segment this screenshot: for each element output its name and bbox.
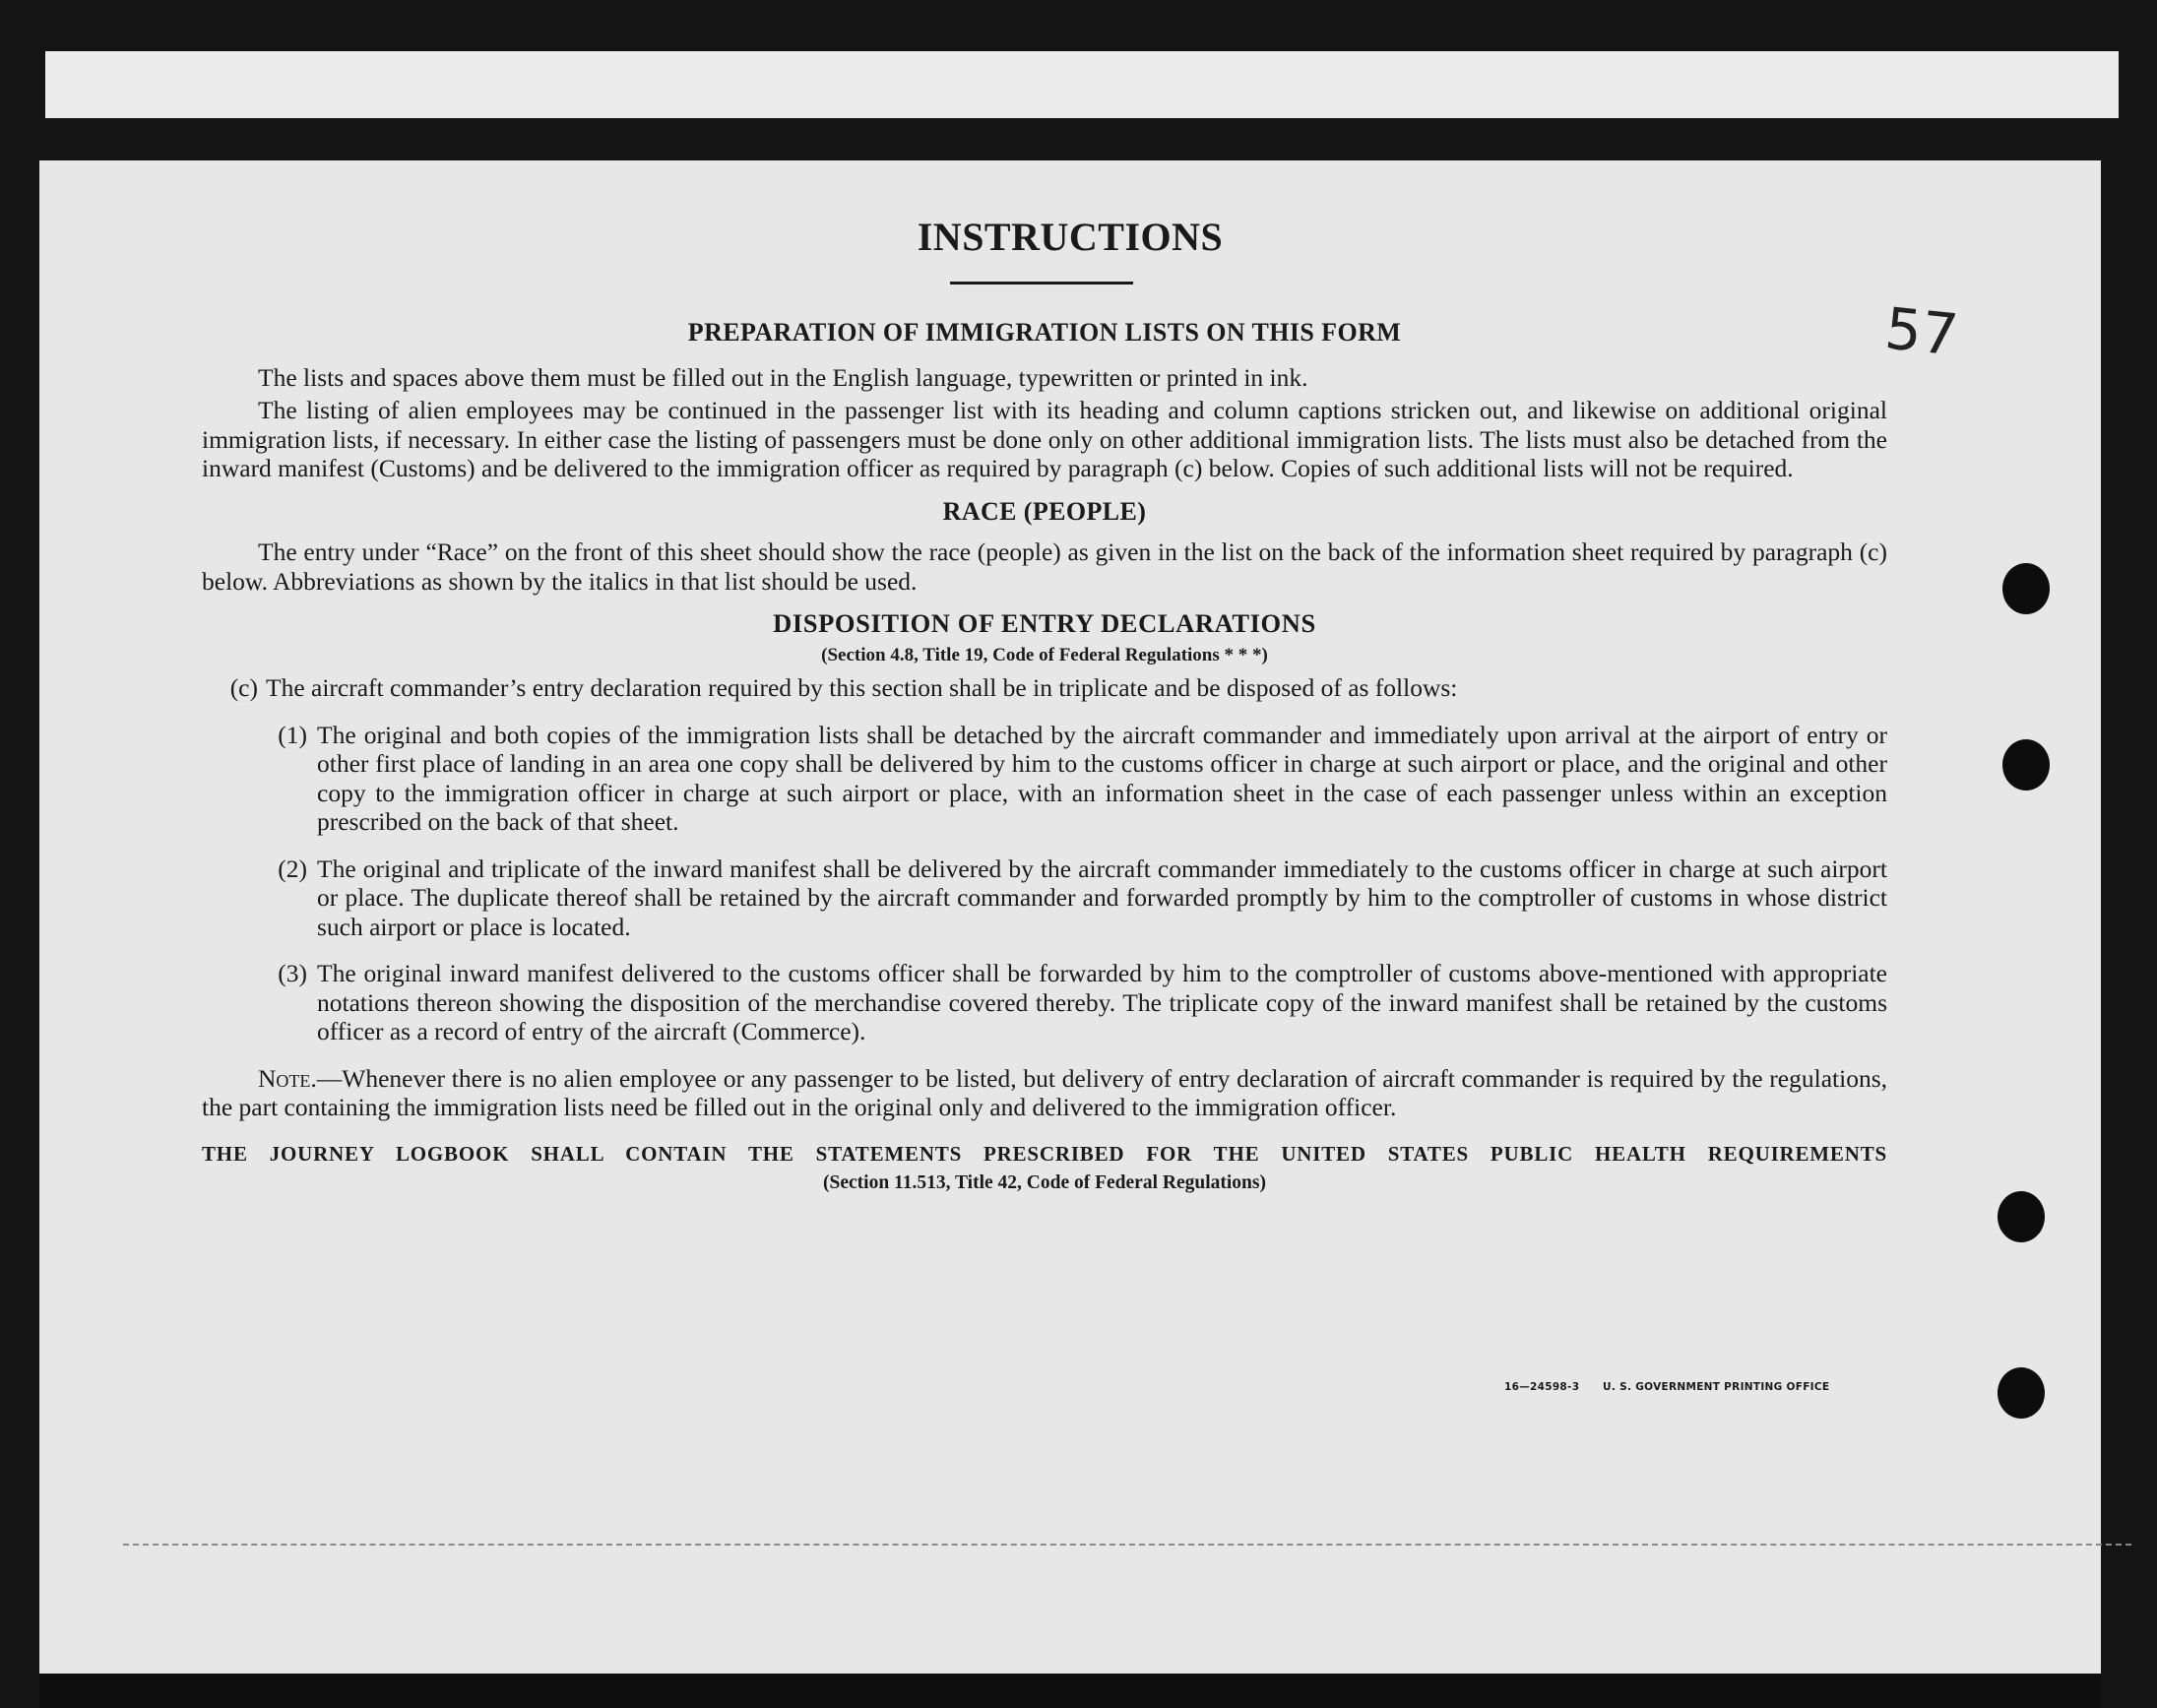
item-number: (3) [278,959,307,987]
punch-hole [1998,1367,2045,1419]
note-text: —Whenever there is no alien employee or any passenger to be listed, but delivery of entry declaration of aircraft commander is required by the regulations, the part containing the immigration lists need be filled out in the original only and delivered to the immigration officer. [202,1063,1887,1121]
logbook-citation: (Section 11.513, Title 42, Code of Federal Regulations) [823,1172,1266,1193]
perforation-line [123,1544,2131,1546]
punch-hole [2002,563,2050,614]
list-item [202,721,1887,837]
list-item [202,959,1887,1046]
disposition-intro [202,673,1887,703]
intro-label: (c) [229,673,258,702]
handwritten-mark: 57 [1881,294,1962,369]
document-page [39,160,2101,1691]
item-number: (1) [278,720,307,749]
item-text: The original and triplicate of the inward manifest shall be delivered by the aircraft commander immediately to the customs officer in charge at such airport or place. The duplicate thereof shall be retained by the aircraft commander and forwarded promptly by him to the comptroller of customs in whose district such airport or place is located. [317,854,1887,941]
list-item [202,854,1887,942]
page-title: INSTRUCTIONS [917,215,1224,259]
logbook-requirement: THE JOURNEY LOGBOOK SHALL CONTAIN THE STATEMENTS PRESCRIBED FOR THE UNITED STATES PUBLIC HEALTH REQUIREMENTS [202,1141,1887,1166]
preparation-paragraph-1: The lists and spaces above them must be filled out in the English language, typewritten or printed in ink. [258,362,1308,392]
item-text: The original and both copies of the immigration lists shall be detached by the aircraft commander and immediately upon arrival at the airport of entry or other first place of landing in an area one copy shall be delivered by him to the customs officer in charge at such airport or place, and the original and other copy to the immigration officer in charge at such airport or place, with an information sheet in the case of each passenger unless within an exception prescribed on the back of that sheet. [317,720,1887,836]
scan-border [39,1674,2101,1708]
race-heading: RACE (PEOPLE) [942,496,1147,526]
printer-name: U. S. GOVERNMENT PRINTING OFFICE [1603,1381,1830,1393]
top-paper-strip [45,51,2119,118]
printer-imprint [1504,1381,1829,1393]
form-number: 16—24598-3 [1504,1381,1580,1393]
item-number: (2) [278,854,307,883]
note-label: Note. [258,1063,317,1093]
preparation-heading: PREPARATION OF IMMIGRATION LISTS ON THIS FORM [687,318,1402,347]
punch-hole [2002,739,2050,791]
instructions-body [202,308,1887,1202]
title-underline [950,282,1133,285]
item-text: The original inward manifest delivered to the customs officer shall be forwarded by him to the comptroller of customs above-mentioned with appropriate notations thereon showing the disposition of the merchandise covered thereby. The triplicate copy of the inward manifest shall be retained by the customs officer as a record of entry of the aircraft (Commerce). [317,959,1887,1045]
disposition-heading: DISPOSITION OF ENTRY DECLARATIONS [773,608,1316,638]
note-paragraph [202,1064,1887,1122]
disposition-subheading: (Section 4.8, Title 19, Code of Federal Regulations * * *) [821,644,1268,665]
preparation-paragraph-2: The listing of alien employees may be continued in the passenger list with its heading and column captions stricken out, and likewise on additional original immigration lists, if necessary. In either case the listing of passengers must be done only on other additional immigration lists. The lists must also be detached from the inward manifest (Customs) and be delivered to the immigration officer as required by paragraph (c) below. Copies of such additional lists will not be required. [202,396,1887,482]
punch-hole [1998,1191,2045,1242]
race-paragraph: The entry under “Race” on the front of this sheet should show the race (people) as given in the list on the back of the information sheet required by paragraph (c) below. Abbreviations as shown by the italics in that list should be used. [202,538,1887,596]
intro-text: The aircraft commander’s entry declaration required by this section shall be in triplicate and be disposed of as follows: [266,673,1458,702]
